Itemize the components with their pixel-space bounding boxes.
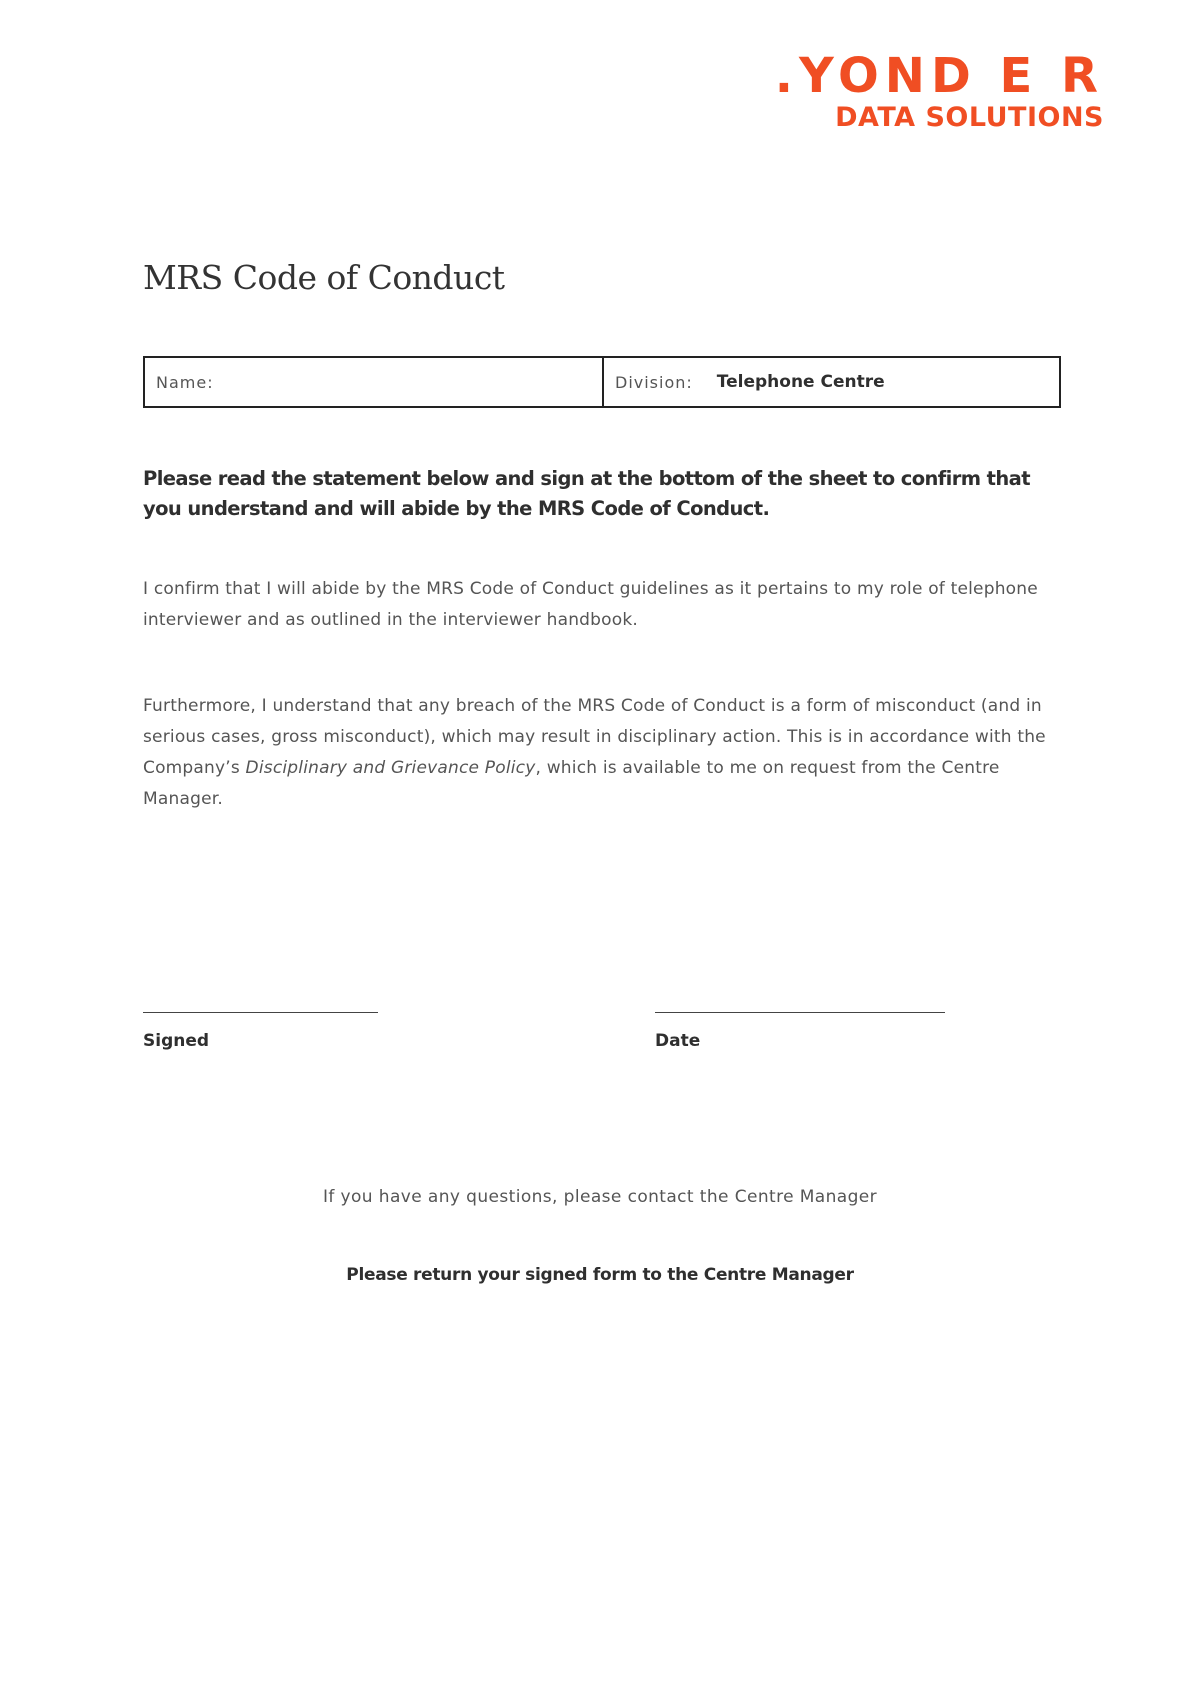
signature-line[interactable]: [143, 1012, 378, 1013]
name-field[interactable]: [145, 358, 604, 406]
misconduct-paragraph-start: Furthermore, I understand that any breach of the MRS Code of Conduct is a form of misconduct (and in serious cases, gross misconduct), which may result in disciplinary action. This is in accordance with the Company’s: [143, 696, 1046, 778]
confirmation-paragraph: I confirm that I will abide by the MRS Code of Conduct guidelines as it pertains to my role of telephone interviewer and as outlined in the interviewer handbook.: [143, 579, 1038, 630]
company-logo: [774, 48, 1104, 133]
division-value: Telephone Centre: [716, 372, 885, 392]
division-field[interactable]: [604, 358, 1059, 406]
misconduct-paragraph: [143, 691, 1083, 815]
return-note: Please return your signed form to the Centre Manager: [346, 1265, 854, 1285]
signed-label: Signed: [143, 1031, 210, 1051]
logo-wordmark: .YOND E R: [774, 48, 1104, 104]
policy-name: Disciplinary and Grievance Policy: [245, 758, 536, 778]
misconduct-paragraph-end: , which is available to me on request from the Centre Manager.: [143, 758, 1000, 809]
logo-tagline: DATA SOLUTIONS: [835, 102, 1104, 133]
name-label: Name:: [156, 372, 214, 392]
date-label: Date: [655, 1031, 701, 1051]
info-table: [143, 356, 1061, 408]
page-title: MRS Code of Conduct: [143, 258, 505, 298]
date-line[interactable]: [655, 1012, 945, 1013]
questions-note: If you have any questions, please contact the Centre Manager: [322, 1187, 878, 1207]
instruction-text: Please read the statement below and sign at the bottom of the sheet to confirm that you understand and will abide by the MRS Code of Conduct.: [143, 467, 1030, 520]
division-label: Division:: [615, 372, 693, 392]
